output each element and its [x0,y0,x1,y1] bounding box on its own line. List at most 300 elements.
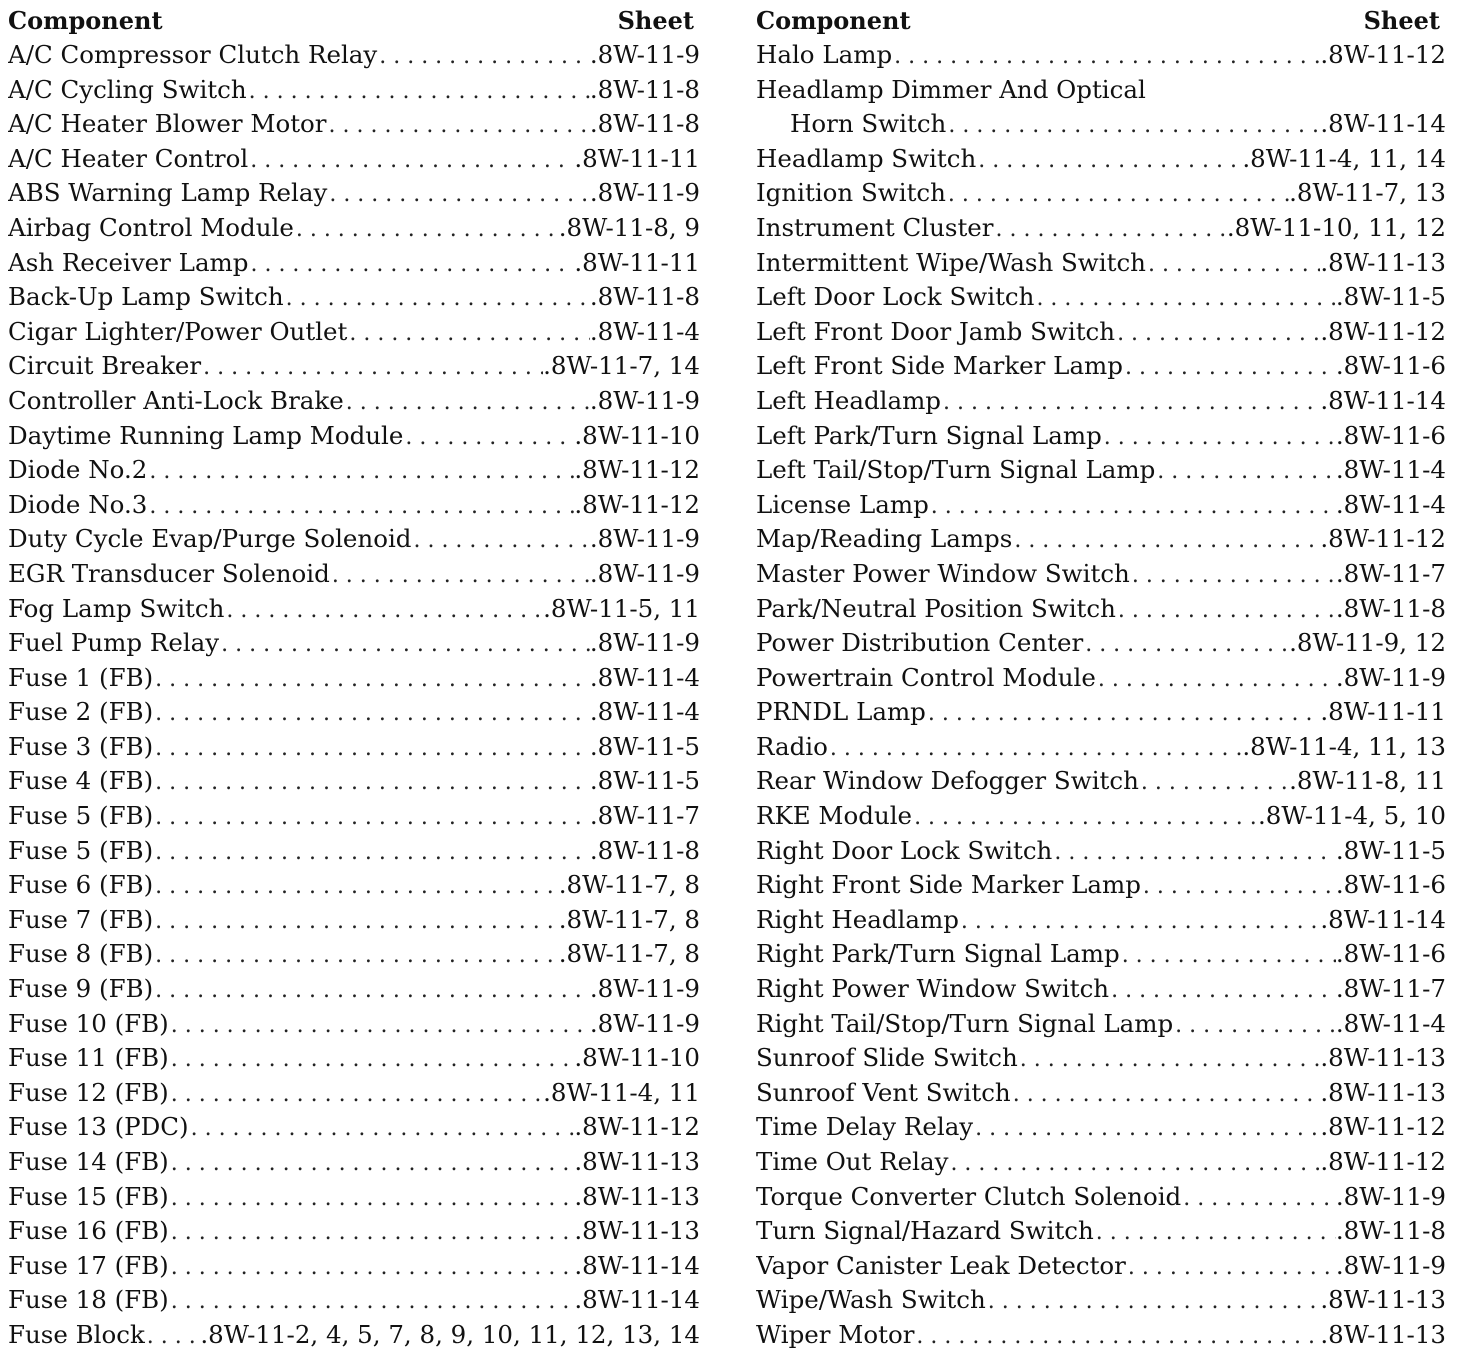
right-index-list [756,38,1446,1353]
component-name: Left Front Side Marker Lamp [756,351,1123,381]
dot-leader [153,663,590,696]
dot-leader [219,628,590,661]
dot-leader [169,1251,575,1284]
component-name: Circuit Breaker [8,351,202,381]
dot-leader [1011,1078,1321,1111]
index-entry [756,73,1446,108]
index-entry [756,1249,1446,1284]
sheet-reference: .8W-11-4, 5, 10 [1257,801,1446,831]
sheet-reference: .8W-11-13 [574,1147,700,1176]
sheet-reference: .8W-11-6 [1335,351,1446,381]
component-name: Fuse 3 (FB) [8,731,154,761]
dot-leader [973,1112,1320,1145]
index-entry [8,626,700,661]
index-entry [8,38,700,73]
dot-leader [828,732,1243,765]
sheet-reference: .8W-11-9 [589,40,700,69]
sheet-reference: .8W-11-12 [574,489,700,519]
dot-leader [1139,766,1289,799]
column-header [8,4,700,38]
index-entry [756,349,1446,384]
sheet-reference: .8W-11-4, 11 [543,1077,700,1107]
sheet-reference: .8W-11-9 [1335,1181,1446,1211]
component-name: PRNDL Lamp [756,697,926,727]
dot-leader [201,351,543,384]
component-name: Sunroof Vent Switch [756,1077,1011,1107]
component-name: Sunroof Slide Switch [756,1043,1018,1073]
component-name: Right Power Window Switch [756,974,1110,1004]
index-entry [756,1283,1446,1318]
dot-leader [330,559,590,592]
sheet-reference: .8W-11-2, 4, 5, 7, 8, 9, 10, 11, 12, 13, 14 [200,1319,700,1349]
component-name: Ignition Switch [756,178,946,208]
component-name: Right Front Side Marker Lamp [756,870,1141,900]
index-entry [756,488,1446,523]
index-entry [756,834,1446,869]
sheet-reference: .8W-11-12 [574,1112,700,1142]
sheet-reference: .8W-11-8, 9 [558,212,700,242]
dot-leader [1094,1216,1336,1249]
component-name: Fuse 14 (FB) [8,1147,169,1176]
sheet-reference: .8W-11-10 [574,420,700,450]
sheet-reference: .8W-11-6 [1335,939,1446,969]
index-entry [756,626,1446,661]
component-name: Left Headlamp [756,385,941,415]
sheet-reference: .8W-11-4, 11, 14 [1242,143,1446,173]
dot-leader [914,1320,1320,1353]
sheet-reference: .8W-11-4 [1335,489,1446,519]
index-entry [756,211,1446,246]
sheet-reference: .8W-11-13 [1320,1043,1446,1073]
component-name: Headlamp Switch [756,143,977,173]
dot-leader [169,1285,575,1318]
component-name: ABS Warning Lamp Relay [8,178,328,208]
index-entry [756,176,1446,211]
component-name: A/C Heater Control [8,143,249,173]
component-name: Power Distribution Center [756,628,1084,658]
sheet-reference: .8W-11-7, 13 [1289,178,1446,208]
component-name: Wipe/Wash Switch [756,1285,986,1315]
dot-leader [1146,248,1320,281]
component-name: Fuse 12 (FB) [8,1077,169,1107]
index-entry [756,142,1446,177]
left-index-column [8,4,700,1353]
index-entry [756,1007,1446,1042]
sheet-reference: .8W-11-7 [1335,974,1446,1004]
dot-leader [169,1216,575,1249]
component-name: Radio [756,731,828,761]
index-entry [8,246,700,281]
index-entry [756,1145,1446,1180]
component-name: Park/Neutral Position Switch [756,593,1116,623]
dot-leader [1102,421,1336,454]
sheet-reference: .8W-11-8 [589,282,700,312]
dot-leader [153,732,590,765]
dot-leader [892,40,1320,73]
component-name: Time Out Relay [756,1147,949,1176]
component-name: Right Headlamp [756,904,959,934]
dot-leader [1123,351,1336,384]
dot-leader [986,1285,1321,1318]
sheet-reference: .8W-11-12 [1320,1112,1446,1142]
component-name: Wiper Motor [756,1319,915,1349]
index-entry [756,38,1446,73]
sheet-reference: .8W-11-5 [1335,282,1446,312]
index-entry [756,695,1446,730]
component-name: Left Door Lock Switch [756,282,1035,312]
sheet-heading: Sheet [617,6,694,35]
dot-leader [147,490,574,523]
index-entry [756,972,1446,1007]
component-name: Rear Window Defogger Switch [756,766,1139,796]
dot-leader [403,421,574,454]
component-name: Torque Converter Clutch Solenoid [756,1181,1182,1211]
index-entry [756,1041,1446,1076]
dot-leader [946,109,1320,142]
dot-leader [912,801,1258,834]
component-name: Fuse 5 (FB) [8,801,154,831]
dot-leader [1109,974,1336,1007]
component-name: A/C Heater Blower Motor [8,109,327,139]
component-name: Fuse 18 (FB) [8,1285,169,1315]
component-name: Left Front Door Jamb Switch [756,316,1116,346]
sheet-reference: .8W-11-4 [1335,1008,1446,1038]
index-entry [756,280,1446,315]
component-heading: Component [8,6,163,35]
dot-leader [327,178,590,211]
component-name: Fog Lamp Switch [8,593,225,623]
dot-leader [948,1147,1320,1180]
index-entry [756,730,1446,765]
sheet-reference: .8W-11-13 [574,1181,700,1211]
dot-leader [946,178,1289,211]
dot-leader [941,386,1320,419]
dot-leader [1115,317,1320,350]
dot-leader [145,1320,201,1353]
sheet-reference: .8W-11-7 [589,801,700,831]
sheet-reference: .8W-11-14 [574,1250,700,1280]
component-name: Right Door Lock Switch [756,835,1053,865]
component-name: Fuse 5 (FB) [8,835,154,865]
dot-leader [1012,524,1320,557]
dot-leader [169,1078,543,1111]
dot-leader [169,1009,590,1042]
component-name: Right Tail/Stop/Turn Signal Lamp [756,1008,1174,1038]
sheet-reference: .8W-11-12 [574,455,700,485]
sheet-heading: Sheet [1363,6,1440,35]
right-index-column [756,4,1446,1353]
sheet-reference: .8W-11-9 [589,385,700,415]
index-entry [8,453,700,488]
sheet-reference: .8W-11-13 [1320,1077,1446,1107]
column-header [756,4,1446,38]
index-entry [8,799,700,834]
index-entry [8,1145,700,1180]
index-entry [756,522,1446,557]
sheet-reference: .8W-11-12 [1320,524,1446,554]
component-name: License Lamp [756,489,929,519]
index-entry [756,384,1446,419]
sheet-reference: .8W-11-11 [574,143,700,173]
component-name: RKE Module [756,801,913,831]
index-entry [756,1180,1446,1215]
index-entry [8,1007,700,1042]
index-entry [756,557,1446,592]
dot-leader [1141,870,1336,903]
index-entry [8,142,700,177]
component-name: Intermittent Wipe/Wash Switch [756,247,1146,277]
component-name: Map/Reading Lamps [756,524,1013,554]
component-name: Fuse 2 (FB) [8,697,154,727]
sheet-reference: .8W-11-7 [1335,558,1446,588]
index-entry [8,1076,700,1111]
index-entry [756,419,1446,454]
component-name: Fuse 15 (FB) [8,1181,169,1211]
sheet-reference: .8W-11-13 [574,1216,700,1246]
index-entry [756,868,1446,903]
index-entry [756,799,1446,834]
component-heading: Component [756,6,911,35]
dot-leader [327,109,590,142]
dot-leader [1181,1182,1336,1215]
component-name: A/C Cycling Switch [8,74,247,104]
index-entry [8,903,700,938]
dot-leader [1126,1251,1336,1284]
sheet-reference: .8W-11-9 [1335,662,1446,692]
dot-leader [169,1147,575,1180]
sheet-reference: .8W-11-10, 11, 12 [1226,212,1446,242]
dot-leader [1116,594,1336,627]
index-entry [8,280,700,315]
index-entry [8,730,700,765]
sheet-reference: .8W-11-4 [589,316,700,346]
sheet-reference: .8W-11-11 [1320,697,1446,727]
sheet-reference: .8W-11-6 [1335,420,1446,450]
dot-leader [1096,663,1336,696]
sheet-reference: .8W-11-4 [589,697,700,727]
index-entry [8,764,700,799]
sheet-reference: .8W-11-8, 11 [1289,766,1446,796]
index-entry [8,315,700,350]
dot-leader [1130,559,1336,592]
index-entry [8,1110,700,1145]
component-name: Diode No.2 [8,455,148,485]
sheet-reference: .8W-11-14 [1320,385,1446,415]
component-name: Turn Signal/Hazard Switch [756,1216,1094,1246]
index-entry [756,1110,1446,1145]
dot-leader [377,40,590,73]
index-entry [756,937,1446,972]
dot-leader [411,524,589,557]
component-name: Daytime Running Lamp Module [8,420,404,450]
dot-leader [153,974,590,1007]
sheet-reference: .8W-11-14 [574,1285,700,1315]
dot-leader [929,490,1336,523]
component-name: Headlamp Dimmer And Optical [756,74,1146,104]
index-entry [8,349,700,384]
sheet-reference: .8W-11-7, 8 [558,870,700,900]
component-name: Master Power Window Switch [756,558,1130,588]
component-name: Right Park/Turn Signal Lamp [756,939,1120,969]
component-name: Fuse 16 (FB) [8,1216,169,1246]
dot-leader [189,1112,575,1145]
component-name: Fuse 13 (PDC) [8,1112,189,1142]
dot-leader [1034,282,1335,315]
index-entry [8,419,700,454]
index-entry [8,557,700,592]
sheet-reference: .8W-11-13 [1320,1285,1446,1315]
dot-leader [926,697,1320,730]
sheet-reference: .8W-11-12 [1320,40,1446,69]
sheet-reference: .8W-11-8 [589,109,700,139]
component-name: Back-Up Lamp Switch [8,282,284,312]
dot-leader [284,282,590,315]
sheet-reference: .8W-11-14 [1320,904,1446,934]
sheet-reference: .8W-11-7, 8 [558,904,700,934]
index-entry [8,937,700,972]
component-name: Instrument Cluster [756,212,994,242]
sheet-reference: .8W-11-9 [589,558,700,588]
index-entry [8,834,700,869]
dot-leader [994,213,1227,246]
dot-leader [347,317,590,350]
index-entry [8,1249,700,1284]
component-name: Airbag Control Module [8,212,294,242]
index-entry [756,1076,1446,1111]
dot-leader [153,870,559,903]
dot-leader [153,697,590,730]
component-name: Time Delay Relay [756,1112,974,1142]
sheet-reference: .8W-11-8 [1335,593,1446,623]
sheet-reference: .8W-11-5 [1335,835,1446,865]
dot-leader [169,1182,575,1215]
component-name: Fuse 1 (FB) [8,662,154,692]
sheet-reference: .8W-11-4 [1335,455,1446,485]
sheet-reference: .8W-11-13 [1320,247,1446,277]
index-entry [8,868,700,903]
component-name: Fuse 6 (FB) [8,870,154,900]
index-entry [756,1214,1446,1249]
dot-leader [1018,1043,1321,1076]
index-entry [8,73,700,108]
index-entry [8,592,700,627]
dot-leader [294,213,559,246]
index-entry [8,488,700,523]
dot-leader [153,766,590,799]
dot-leader [248,248,574,281]
component-name: EGR Transducer Solenoid [8,558,330,588]
sheet-reference: .8W-11-5, 11 [543,593,700,623]
component-name: Left Park/Turn Signal Lamp [756,420,1102,450]
sheet-reference: .8W-11-13 [1320,1319,1446,1349]
index-entry [8,176,700,211]
component-name: Fuse 7 (FB) [8,904,154,934]
index-entry [8,972,700,1007]
index-entry [756,453,1446,488]
component-name: Powertrain Control Module [756,662,1096,692]
component-name: Fuse 9 (FB) [8,974,154,1004]
sheet-reference: .8W-11-11 [574,247,700,277]
dot-leader [959,905,1320,938]
component-name: Vapor Canister Leak Detector [756,1250,1126,1280]
dot-leader [1173,1009,1336,1042]
component-name: Horn Switch [790,109,947,139]
sheet-reference: .8W-11-9 [589,178,700,208]
sheet-reference: .8W-11-14 [1320,109,1446,139]
index-entry [8,695,700,730]
index-entry [8,1283,700,1318]
sheet-reference: .8W-11-4, 11, 13 [1242,731,1446,761]
sheet-reference: .8W-11-7, 14 [543,351,700,381]
sheet-reference: .8W-11-6 [1335,870,1446,900]
index-entry [8,1318,700,1353]
index-entry [756,107,1446,142]
component-name: Halo Lamp [756,40,893,69]
component-name: Fuse 4 (FB) [8,766,154,796]
component-name: A/C Compressor Clutch Relay [8,40,378,69]
index-entry [8,107,700,142]
component-name: Fuse 10 (FB) [8,1008,169,1038]
sheet-reference: .8W-11-8 [589,74,700,104]
sheet-reference: .8W-11-9 [1335,1250,1446,1280]
sheet-reference: .8W-11-9, 12 [1289,628,1446,658]
index-entry [756,1318,1446,1353]
sheet-reference: .8W-11-9 [589,628,700,658]
dot-leader [153,939,559,972]
dot-leader [1083,628,1289,661]
index-entry [756,592,1446,627]
component-name: Ash Receiver Lamp [8,247,249,277]
component-name: Left Tail/Stop/Turn Signal Lamp [756,455,1156,485]
sheet-reference: .8W-11-9 [589,1008,700,1038]
index-entry [756,903,1446,938]
sheet-reference: .8W-11-12 [1320,316,1446,346]
index-entry [756,661,1446,696]
dot-leader [153,905,559,938]
sheet-reference: .8W-11-7, 8 [558,939,700,969]
index-entry [8,1041,700,1076]
index-entry [8,384,700,419]
dot-leader [147,455,574,488]
dot-leader [248,144,574,177]
sheet-reference: .8W-11-5 [589,731,700,761]
index-entry [8,1214,700,1249]
sheet-reference: .8W-11-8 [589,835,700,865]
component-name: Controller Anti-Lock Brake [8,385,344,415]
component-name: Cigar Lighter/Power Outlet [8,316,348,346]
sheet-reference: .8W-11-8 [1335,1216,1446,1246]
component-name: Fuse Block [8,1319,145,1349]
component-name: Fuse 11 (FB) [8,1043,169,1073]
component-name: Fuel Pump Relay [8,628,220,658]
dot-leader [153,836,590,869]
index-entry [8,522,700,557]
sheet-reference: .8W-11-9 [589,974,700,1004]
sheet-reference: .8W-11-10 [574,1043,700,1073]
component-name: Diode No.3 [8,489,148,519]
index-entry [756,246,1446,281]
index-entry [756,764,1446,799]
index-entry [8,1180,700,1215]
left-index-list [8,38,700,1353]
dot-leader [344,386,590,419]
sheet-reference: .8W-11-4 [589,662,700,692]
dot-leader [169,1043,575,1076]
dot-leader [1155,455,1336,488]
dot-leader [224,594,543,627]
dot-leader [247,75,590,108]
sheet-reference: .8W-11-9 [589,524,700,554]
